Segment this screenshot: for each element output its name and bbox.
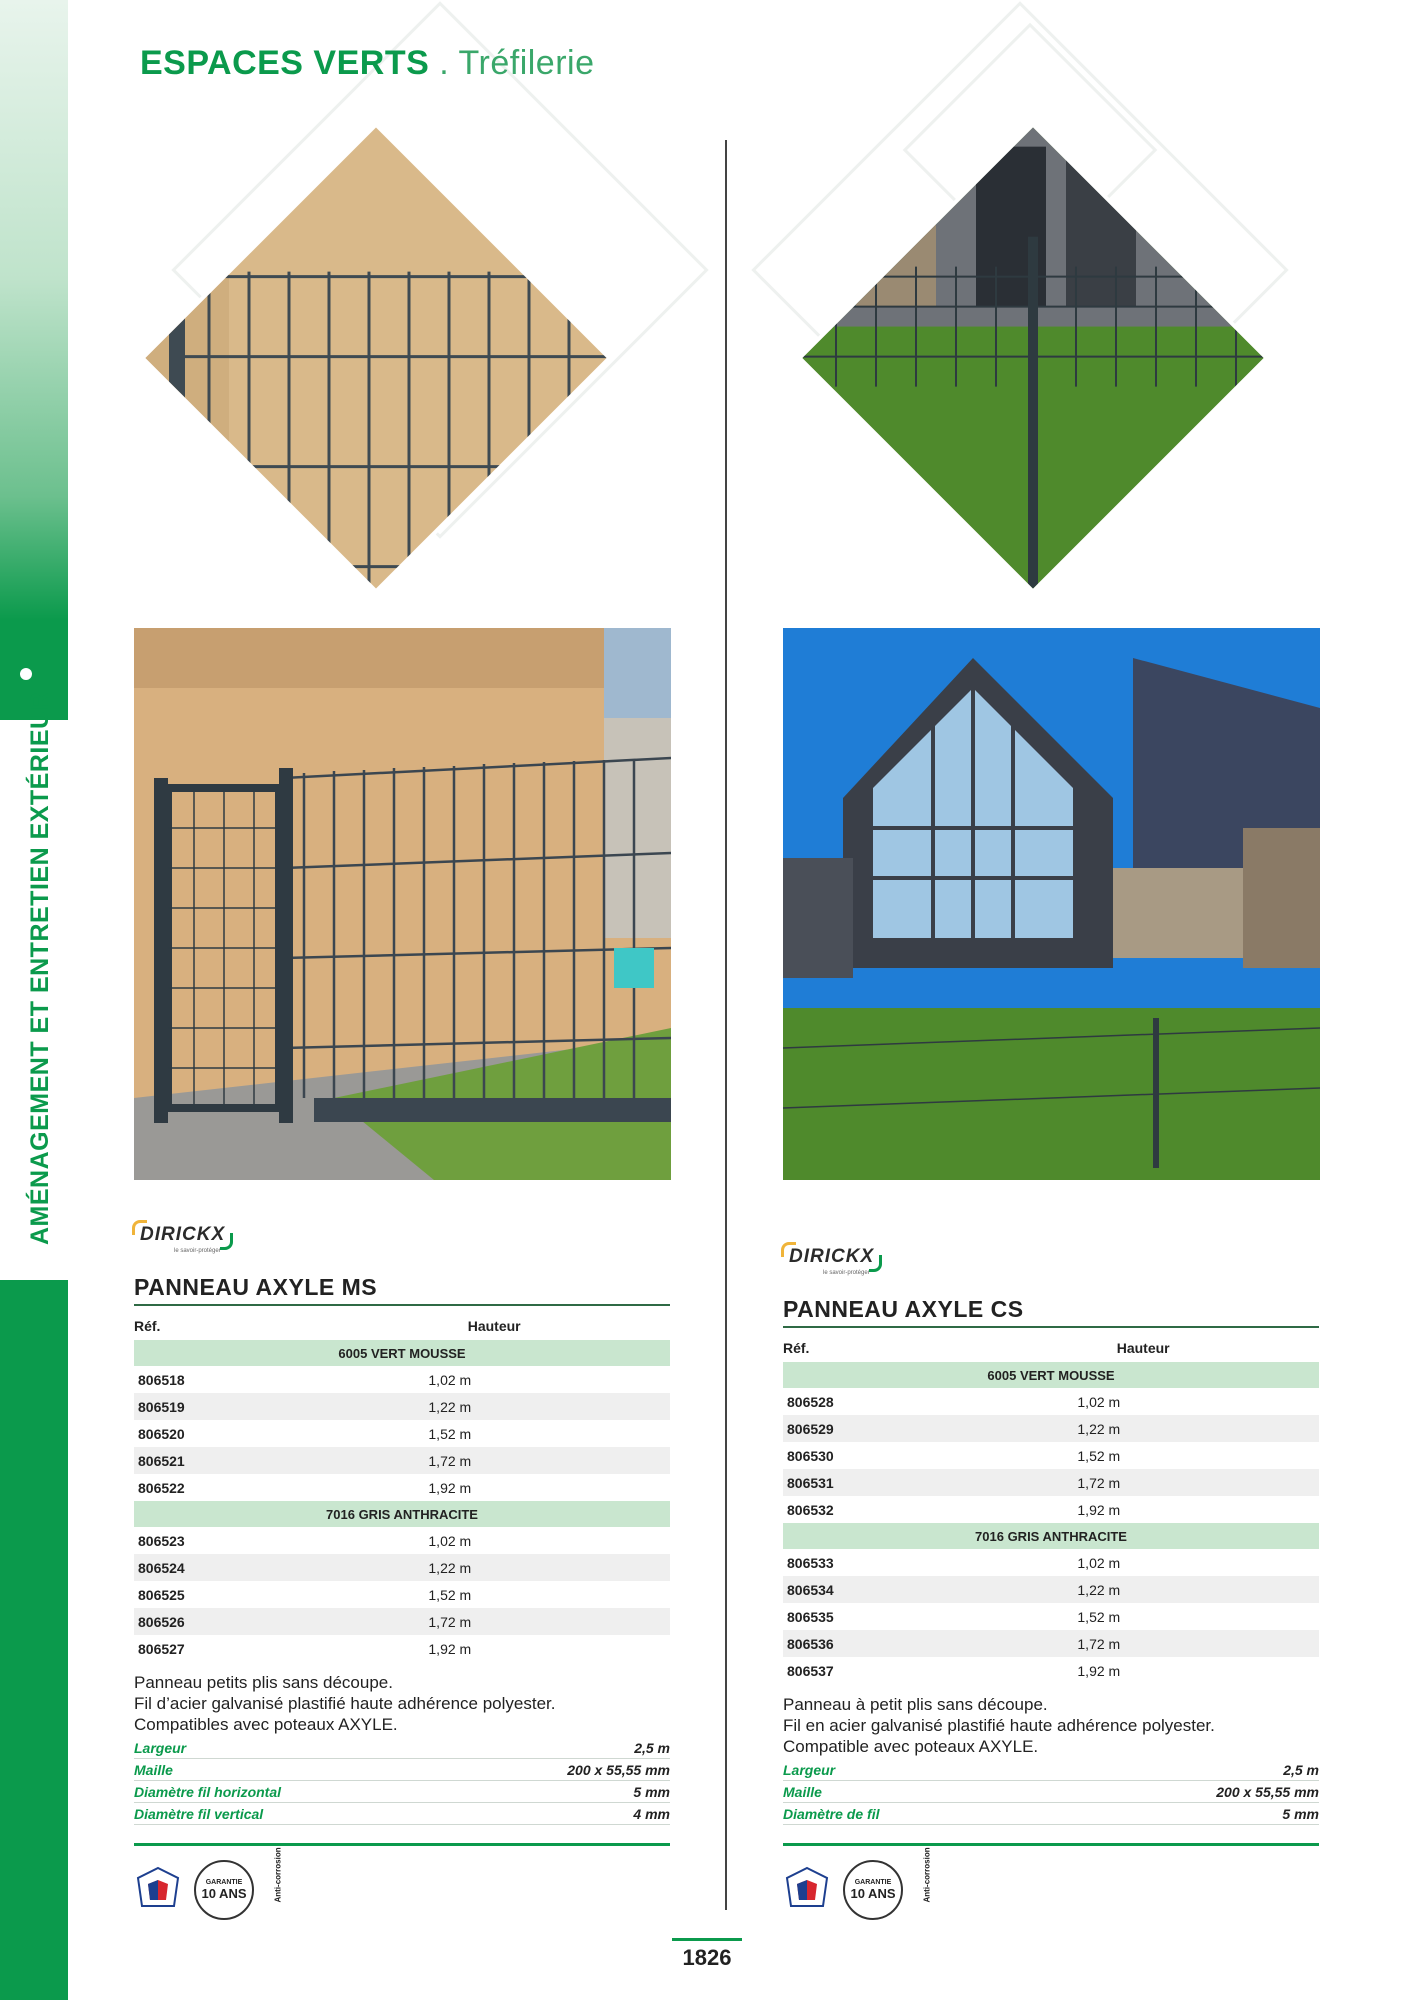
- col-ref: Réf.: [783, 1340, 810, 1356]
- table-row: [783, 1549, 1319, 1576]
- table-row: [134, 1420, 670, 1447]
- guarantee-badge: [194, 1860, 254, 1920]
- ref-cell: 806526: [134, 1608, 348, 1635]
- spec-list: [134, 1737, 670, 1825]
- product-description: [783, 1694, 1319, 1757]
- spec-label: Largeur: [783, 1761, 836, 1778]
- header-sub: Tréfilerie: [458, 44, 595, 82]
- product-title: PANNEAU AXYLE MS: [134, 1274, 670, 1306]
- ref-cell: 806523: [138, 1532, 185, 1549]
- height-cell: 1,52 m: [1077, 1447, 1121, 1464]
- height-cell: 1,92 m: [1077, 1662, 1121, 1679]
- height-cell: 1,02 m: [428, 1371, 472, 1388]
- table-row: [783, 1576, 1319, 1603]
- height-cell: 1,52 m: [1077, 1608, 1121, 1625]
- height-cell: 1,02 m: [1077, 1554, 1121, 1571]
- table-row: [783, 1415, 1319, 1442]
- ref-cell: 806528: [787, 1393, 834, 1410]
- badges: [134, 1846, 670, 1920]
- header-separator: .: [429, 44, 459, 82]
- spec-value: 2,5 m: [634, 1739, 670, 1756]
- header-main: ESPACES VERTS: [140, 44, 430, 82]
- spec-line: [134, 1781, 670, 1803]
- description-line: Fil d’acier galvanisé plastifié haute adhérence polyester.: [134, 1694, 556, 1713]
- section-side-title: AMÉNAGEMENT ET ENTRETIEN EXTÉRIEUR: [26, 691, 54, 1245]
- column-divider: [725, 140, 727, 1910]
- table-group-row: [134, 1340, 670, 1366]
- col-height: Hauteur: [1116, 1340, 1170, 1356]
- ref-cell: 806522: [138, 1479, 185, 1496]
- badges: [783, 1846, 1319, 1920]
- ref-cell: 806519: [134, 1393, 348, 1420]
- product-description: [134, 1672, 670, 1735]
- spec-value: 2,5 m: [1283, 1761, 1319, 1778]
- product-block-axyle-cs: [783, 1246, 1319, 1920]
- height-cell: 1,52 m: [428, 1425, 472, 1442]
- brand-logo: [134, 1224, 670, 1254]
- brand-tagline: le savoir-protéger: [823, 1270, 870, 1276]
- ref-cell: 806532: [787, 1501, 834, 1518]
- page-number: 1826: [672, 1938, 742, 1972]
- ref-cell: 806530: [787, 1447, 834, 1464]
- guarantee-top: GARANTIE: [205, 1879, 243, 1886]
- height-cell: 1,72 m: [348, 1447, 670, 1474]
- ref-cell: 806535: [787, 1608, 834, 1625]
- table-row: [134, 1393, 670, 1420]
- ref-cell: 806533: [787, 1554, 834, 1571]
- ref-cell: 806524: [134, 1554, 348, 1581]
- spec-label: Diamètre fil vertical: [134, 1805, 264, 1822]
- description-line: Panneau à petit plis sans découpe.: [783, 1695, 1048, 1714]
- height-cell: 1,02 m: [428, 1532, 472, 1549]
- table-row: [134, 1474, 670, 1501]
- col-height: Hauteur: [467, 1318, 521, 1334]
- brand-logo: [783, 1246, 1319, 1276]
- spec-value: 200 x 55,55 mm: [567, 1761, 670, 1778]
- height-cell: 1,92 m: [428, 1479, 472, 1496]
- group-label: 6005 VERT MOUSSE: [783, 1362, 1319, 1388]
- table-row: [134, 1635, 670, 1662]
- ref-cell: 806521: [134, 1447, 348, 1474]
- spec-list: [783, 1759, 1319, 1825]
- ref-cell: 806518: [138, 1371, 185, 1388]
- height-cell: 1,52 m: [428, 1586, 472, 1603]
- product-block-axyle-ms: [134, 1224, 670, 1920]
- brand-tagline: le savoir-protéger: [174, 1248, 221, 1254]
- brand-name: DIRICKX: [783, 1246, 874, 1268]
- spec-value: 4 mm: [633, 1805, 670, 1822]
- page-header: [140, 44, 595, 83]
- spec-label: Diamètre de fil: [783, 1805, 880, 1822]
- table-row: [783, 1388, 1319, 1415]
- spec-line: [134, 1737, 670, 1759]
- spec-label: Largeur: [134, 1739, 187, 1756]
- anti-corrosion-badge: Anti-corrosion: [922, 1846, 932, 1902]
- anti-corrosion-badge: Anti-corrosion: [273, 1846, 283, 1902]
- spec-table: [783, 1328, 1319, 1684]
- spec-value: 200 x 55,55 mm: [1216, 1783, 1319, 1800]
- ref-cell: 806537: [787, 1662, 834, 1679]
- table-group-row: [134, 1501, 670, 1527]
- table-group-row: [783, 1362, 1319, 1388]
- spec-line: [783, 1803, 1319, 1825]
- group-label: 7016 GRIS ANTHRACITE: [783, 1523, 1319, 1549]
- ref-cell: 806536: [783, 1630, 997, 1657]
- guarantee-badge: [843, 1860, 903, 1920]
- table-row: [783, 1630, 1319, 1657]
- col-ref: Réf.: [134, 1318, 161, 1334]
- table-group-row: [783, 1523, 1319, 1549]
- spec-label: Maille: [783, 1783, 822, 1800]
- height-cell: 1,92 m: [428, 1640, 472, 1657]
- spec-end-rule: [783, 1843, 1319, 1846]
- spec-value: 5 mm: [1282, 1805, 1319, 1822]
- spec-value: 5 mm: [633, 1783, 670, 1800]
- description-line: Compatible avec poteaux AXYLE.: [783, 1737, 1039, 1756]
- spec-label: Diamètre fil horizontal: [134, 1783, 282, 1800]
- table-row: [134, 1554, 670, 1581]
- guarantee-main: 10 ANS: [201, 1886, 247, 1901]
- ref-cell: 806534: [783, 1576, 997, 1603]
- height-cell: 1,02 m: [1077, 1393, 1121, 1410]
- spec-label: Maille: [134, 1761, 173, 1778]
- group-label: 6005 VERT MOUSSE: [134, 1340, 670, 1366]
- table-row: [134, 1447, 670, 1474]
- spec-line: [134, 1803, 670, 1825]
- description-line: Compatibles avec poteaux AXYLE.: [134, 1715, 398, 1734]
- made-in-france-icon: [134, 1866, 182, 1914]
- table-row: [783, 1496, 1319, 1523]
- guarantee-top: GARANTIE: [854, 1879, 892, 1886]
- fence-gate-image: [134, 628, 671, 1180]
- spec-table: [134, 1306, 670, 1662]
- photo-fence-gate: [134, 628, 671, 1180]
- table-row: [134, 1581, 670, 1608]
- ref-cell: 806527: [138, 1640, 185, 1657]
- made-in-france-icon: [783, 1866, 831, 1914]
- spec-end-rule: [134, 1843, 670, 1846]
- group-label: 7016 GRIS ANTHRACITE: [134, 1501, 670, 1527]
- guarantee-main: 10 ANS: [850, 1886, 896, 1901]
- height-cell: 1,22 m: [348, 1393, 670, 1420]
- table-row: [134, 1366, 670, 1393]
- height-cell: 1,72 m: [997, 1630, 1319, 1657]
- spec-line: [134, 1759, 670, 1781]
- ref-cell: 806525: [138, 1586, 185, 1603]
- house-fence-image: [783, 628, 1320, 1180]
- height-cell: 1,22 m: [348, 1554, 670, 1581]
- table-row: [783, 1442, 1319, 1469]
- ref-cell: 806529: [783, 1415, 997, 1442]
- ref-cell: 806520: [138, 1425, 185, 1442]
- height-cell: 1,72 m: [348, 1608, 670, 1635]
- ref-cell: 806531: [783, 1469, 997, 1496]
- height-cell: 1,22 m: [997, 1415, 1319, 1442]
- brand-name: DIRICKX: [134, 1224, 225, 1246]
- height-cell: 1,72 m: [997, 1469, 1319, 1496]
- table-row: [134, 1527, 670, 1554]
- description-line: Panneau petits plis sans découpe.: [134, 1673, 393, 1692]
- photo-house-fence: [783, 628, 1320, 1180]
- spec-line: [783, 1759, 1319, 1781]
- height-cell: 1,22 m: [997, 1576, 1319, 1603]
- table-row: [783, 1603, 1319, 1630]
- height-cell: 1,92 m: [1077, 1501, 1121, 1518]
- table-row: [783, 1657, 1319, 1684]
- table-row: [783, 1469, 1319, 1496]
- description-line: Fil en acier galvanisé plastifié haute adhérence polyester.: [783, 1716, 1215, 1735]
- side-band-gradient: [0, 0, 68, 620]
- product-title: PANNEAU AXYLE CS: [783, 1296, 1319, 1328]
- side-band: [0, 0, 68, 2000]
- spec-line: [783, 1781, 1319, 1803]
- side-dot: [20, 668, 32, 680]
- table-row: [134, 1608, 670, 1635]
